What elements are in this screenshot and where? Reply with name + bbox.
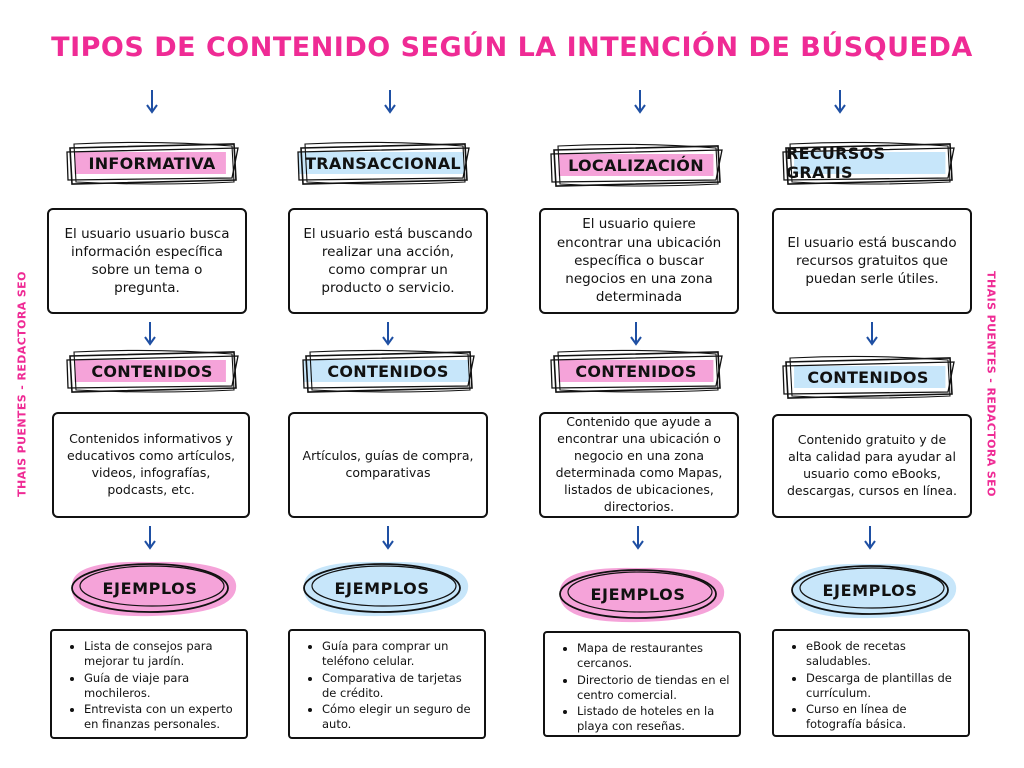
description-box-0-text: El usuario usuario busca información específica sobre un tema o pregunta. [64,225,230,297]
examples-box-1 [288,629,486,739]
arrow-down-icon [864,526,876,550]
content-heading-0 [64,346,240,396]
arrow-down-icon [632,526,644,550]
list-item: • Curso en línea de fotografía básica. [806,702,960,733]
list-item: • Cómo elegir un seguro de auto. [322,702,476,733]
label-text: RECURSOS GRATIS [786,144,886,182]
content-box-0-text: Contenidos informativos y educativos como artículos, videos, infografías, podcasts, etc. [67,431,235,497]
heading-0 [64,138,240,188]
examples-list [56,639,238,733]
label-text: CONTENIDOS [807,367,929,387]
arrow-down-icon [834,90,846,114]
content-box-2 [539,412,739,518]
list-item: • Listado de hoteles en la playa con reseñas. [577,704,731,735]
content-box-3-text: Contenido gratuito y de alta calidad para ayudar al usuario como eBooks, descargas, cursos en línea. [786,432,957,498]
content-box-1-text: Artículos, guías de compra, comparativas [302,448,474,480]
examples-box-0 [50,629,248,739]
examples-label: EJEMPLOS [102,578,198,598]
description-box-1-text: El usuario está buscando realizar una acción, como comprar un producto o servicio. [303,225,473,297]
content-heading-1 [300,346,476,396]
examples-list [294,639,476,733]
examples-label: EJEMPLOS [822,580,918,600]
heading-3 [780,138,956,188]
arrow-down-icon [384,90,396,114]
arrow-down-icon [382,322,394,346]
label-text: INFORMATIVA [88,153,216,173]
list-item: • Mapa de restaurantes cercanos. [577,641,731,672]
list-item: • Directorio de tiendas en el centro comercial. [577,673,731,704]
list-item: • Guía de viaje para mochileros. [84,671,238,702]
list-item: • Guía para comprar un teléfono celular. [322,639,476,670]
examples-box-3 [772,629,970,737]
side-label-right: THAIS PUENTES - REDACTORA SEO [984,271,998,497]
description-box-3-text: El usuario está buscando recursos gratuitos que puedan serle útiles. [787,234,957,288]
description-box-3 [772,208,972,314]
description-box-2 [539,208,739,314]
examples-oval-3 [780,556,960,624]
label-text: LOCALIZACIÓN [568,155,704,175]
list-item: • Entrevista con un experto en finanzas personales. [84,702,238,733]
label-text: CONTENIDOS [327,361,449,381]
side-label-left: THAIS PUENTES - REDACTORA SEO [15,271,29,497]
content-box-0 [52,412,250,518]
examples-label: EJEMPLOS [334,578,430,598]
arrow-down-icon [144,322,156,346]
content-box-2-text: Contenido que ayude a encontrar una ubicación o negocio en una zona determinada como Mapas, listados de ubicaciones, directorios. [555,414,723,514]
description-box-0 [47,208,247,314]
content-heading-2 [548,346,724,396]
content-heading-3 [780,352,956,402]
list-item: • Lista de consejos para mejorar tu jardín. [84,639,238,670]
examples-list [549,641,731,735]
examples-list [778,639,960,733]
arrow-down-icon [382,526,394,550]
arrow-down-icon [866,322,878,346]
description-box-2-text: El usuario quiere encontrar una ubicación específica o buscar negocios en una zona determinada [556,216,722,306]
page-title: TIPOS DE CONTENIDO SEGÚN LA INTENCIÓN DE BÚSQUEDA [51,32,973,63]
label-text: CONTENIDOS [575,361,697,381]
arrow-down-icon [144,526,156,550]
description-box-1 [288,208,488,314]
list-item: • eBook de recetas saludables. [806,639,960,670]
label-text: TRANSACCIONAL [305,153,461,173]
examples-box-2 [543,631,741,737]
heading-2 [548,140,724,190]
content-box-3 [772,414,972,518]
examples-label: EJEMPLOS [590,584,686,604]
arrow-down-icon [630,322,642,346]
content-box-1 [288,412,488,518]
examples-oval-0 [60,554,240,622]
list-item: • Comparativa de tarjetas de crédito. [322,671,476,702]
heading-1 [295,138,471,188]
examples-oval-1 [292,554,472,622]
examples-oval-2 [548,560,728,628]
arrow-down-icon [634,90,646,114]
list-item: • Descarga de plantillas de currículum. [806,671,960,702]
label-text: CONTENIDOS [91,361,213,381]
arrow-down-icon [146,90,158,114]
